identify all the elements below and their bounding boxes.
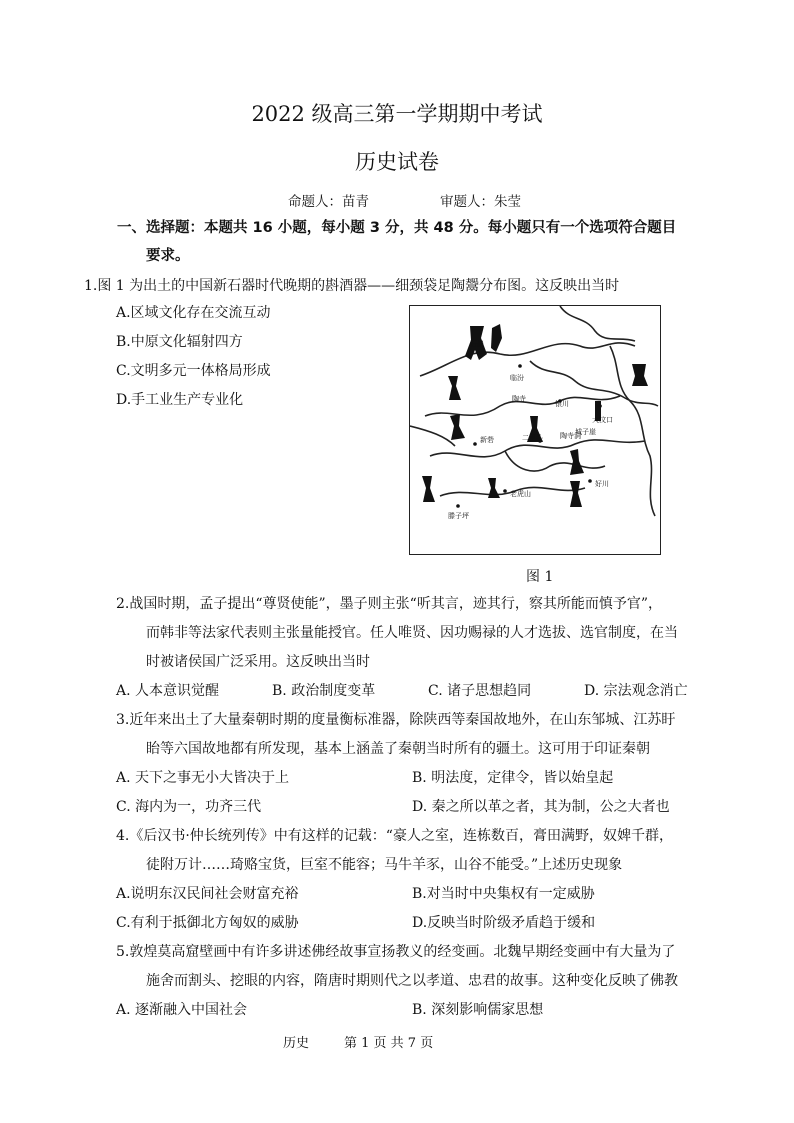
map-label-taosi: 陶寺 [512,395,526,403]
q4-option-d: D.反映当时阶级矛盾趋于缓和 [412,915,596,931]
map-label-dawenkou: 大汶口 [592,416,613,424]
subject-title: 历史试卷 [355,150,439,174]
q1-option-d: D.手工业生产专业化 [116,392,244,408]
exam-title: 2022 级高三第一学期期中考试 [251,102,543,126]
q3-option-b: B. 明法度，定律令，皆以始皇起 [412,770,614,786]
section-heading-line2: 要求。 [146,248,190,264]
q5-stem-line1: 5.敦煌莫高窟壁画中有许多讲述佛经故事宣扬教义的经变画。北魏早期经变画中有大量为了 [116,944,676,960]
q4-stem-line1: 4.《后汉书·仲长统列传》中有这样的记载：“豪人之室，连栋数百，膏田满野，奴婢千群， [116,828,673,844]
q4-option-b: B.对当时中央集权有一定威胁 [412,886,595,902]
setter-label: 命题人：苗青 [288,194,369,210]
q4-stem-line2: 徒附万计……琦赂宝货，巨室不能容；马牛羊豕，山谷不能受。”上述历史现象 [146,857,623,873]
q2-stem-line2: 而韩非等法家代表则主张量能授官。任人唯贤、因功赐禄的人才选拔、选官制度，在当 [146,625,678,641]
map-label-taosidong: 陶寺洞 [560,432,581,440]
reviewer-label: 审题人：朱莹 [440,194,521,210]
q2-option-b: B. 政治制度变革 [272,683,376,699]
q2-option-d: D. 宗法观念消亡 [584,683,688,699]
q3-option-d: D. 秦之所以革之者，其为制，公之大者也 [412,799,670,815]
pottery-distribution-map [409,305,661,555]
q2-stem-line1: 2.战国时期，孟子提出“尊贤使能”，墨子则主张“听其言，迹其行，察其所能而慎予官”， [116,596,662,612]
q5-option-b: B. 深刻影响儒家思想 [412,1002,544,1018]
map-label-shimao: 石峁 [470,340,484,348]
section-heading-line1: 一、选择题：本题共 16 小题，每小题 3 分，共 48 分。每小题只有一个选项符合题目 [117,220,677,236]
q1-stem: 1.图 1 为出土的中国新石器时代晚期的斟酒器——细颈袋足陶鬶分布图。这反映出当时 [84,278,620,294]
q1-option-b: B.中原文化辐射四方 [116,334,243,350]
q3-option-a: A. 天下之事无小大皆决于上 [116,770,290,786]
q1-option-c: C.文明多元一体格局形成 [116,363,271,379]
q1-option-a: A.区域文化存在交流互动 [116,305,271,321]
q4-option-c: C.有利于抵御北方匈奴的威胁 [116,915,299,931]
q2-option-a: A. 人本意识觉醒 [116,683,220,699]
q3-option-c: C. 海内为一，功齐三代 [116,799,262,815]
q5-option-a: A. 逐渐融入中国社会 [116,1002,248,1018]
footer-subject: 历史 [283,1036,310,1051]
map-label-laohushan: 老虎山 [510,490,531,498]
map-label-haochuan: 好川 [595,480,609,488]
map-label-xinzhai: 新砦 [480,436,494,444]
q2-stem-line3: 时被诸侯国广泛采用。这反映出当时 [146,654,370,670]
map-label-linfen: 临汾 [510,374,524,382]
map-label-yinchuan: 银川 [555,400,569,408]
footer-page-number: 第 1 页 共 7 页 [344,1036,434,1051]
q4-option-a: A.说明东汉民间社会财富充裕 [116,886,299,902]
map-label-tengziping: 滕子坪 [448,512,469,520]
map-label-chengziya: 城子崖 [575,428,596,436]
q2-option-c: C. 诸子思想趋同 [428,683,532,699]
map-label-erlitou: 二里头 [522,434,543,442]
q3-stem-line1: 3.近年来出土了大量秦朝时期的度量衡标准器，除陕西等秦国故地外，在山东邹城、江苏盱 [116,712,676,728]
map-drawing [410,306,660,554]
q5-stem-line2: 施舍而割头、挖眼的内容，隋唐时期则代之以孝道、忠君的故事。这种变化反映了佛教 [146,973,678,989]
q3-stem-line2: 眙等六国故地都有所发现，基本上涵盖了秦朝当时所有的疆土。这可用于印证秦朝 [146,741,650,757]
figure-1-caption: 图 1 [526,569,554,585]
